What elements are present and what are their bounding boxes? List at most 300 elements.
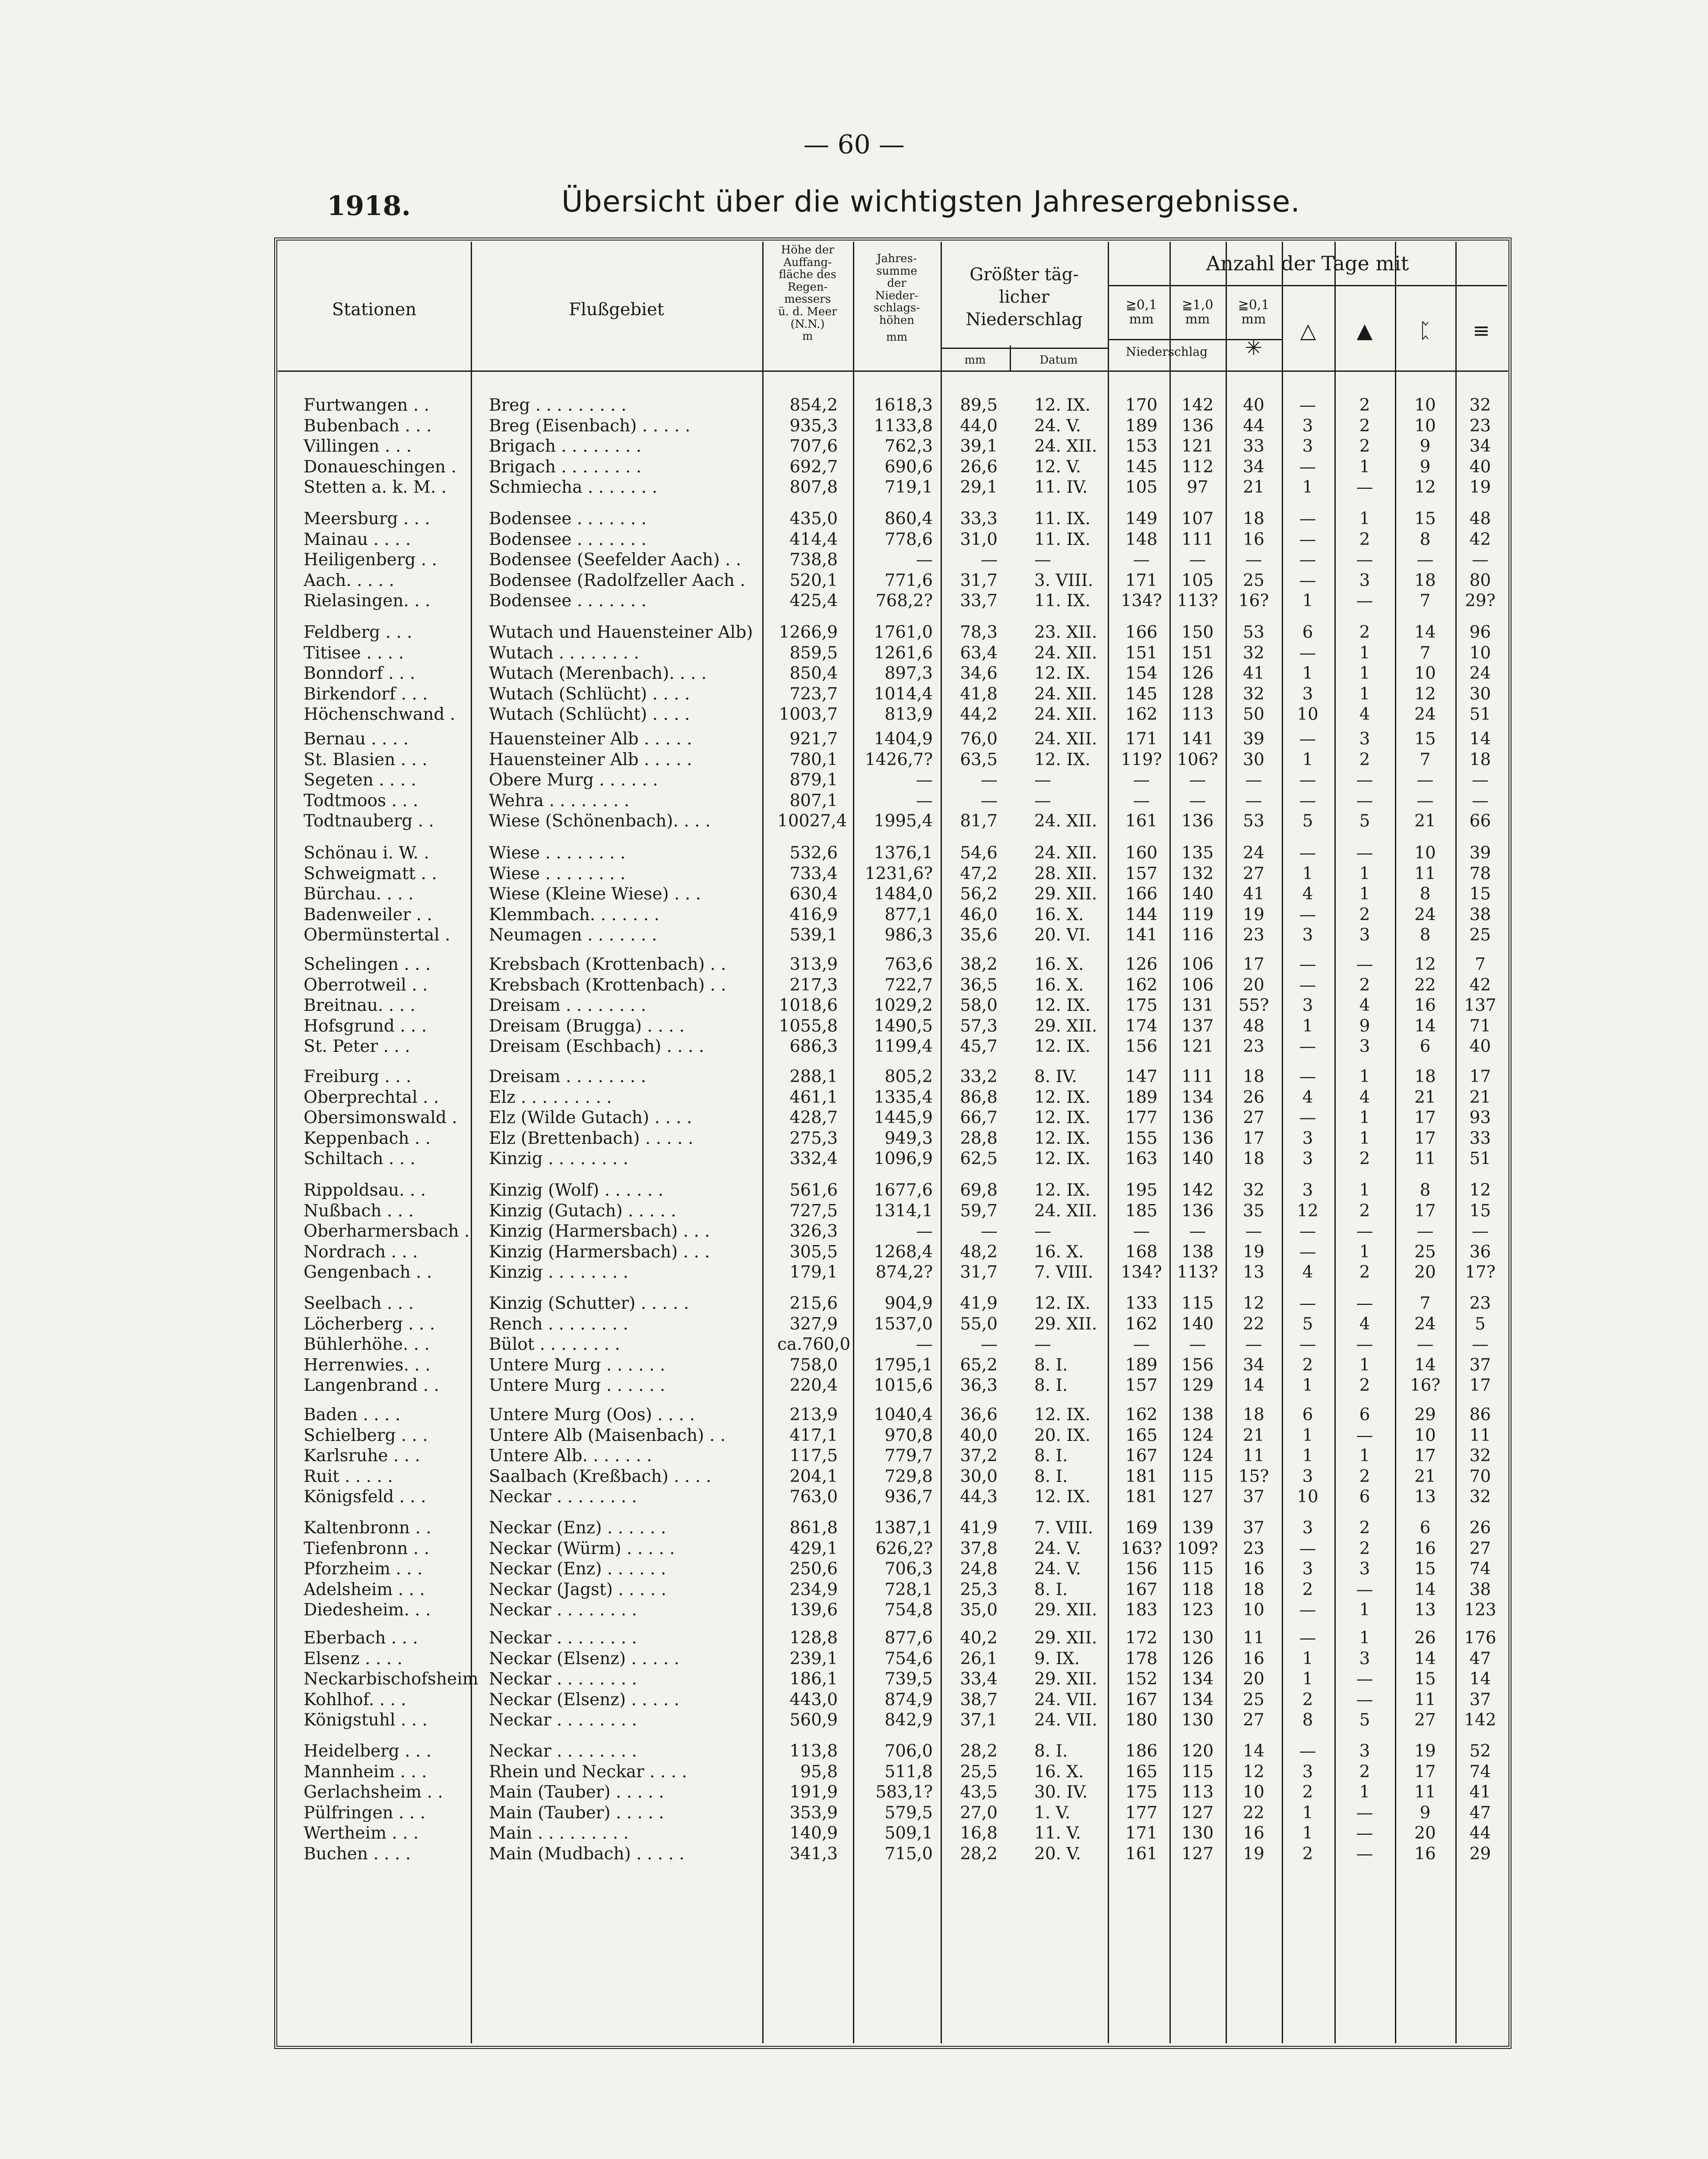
max-daily: 26,6 xyxy=(960,457,998,477)
river-basin: Wiese . . . . . . . . xyxy=(489,864,626,883)
days-graupel: 1 xyxy=(1359,509,1370,529)
max-daily: 33,2 xyxy=(960,1067,998,1086)
days-snow: 27 xyxy=(1243,1108,1264,1127)
max-date: 11. IX. xyxy=(1034,529,1090,549)
days-hail: — xyxy=(1299,457,1316,477)
river-basin: Wiese (Kleine Wiese) . . . xyxy=(489,884,701,904)
days-thunder: 8 xyxy=(1420,925,1431,945)
max-daily: 25,3 xyxy=(960,1580,998,1599)
days-fog: 48 xyxy=(1469,509,1491,529)
days-ge01: — xyxy=(1133,770,1150,790)
days-fog: 23 xyxy=(1469,416,1491,436)
days-ge01: 141 xyxy=(1125,925,1158,945)
river-basin: Untere Alb (Maisenbach) . . xyxy=(489,1425,726,1445)
days-graupel: 1 xyxy=(1359,664,1370,683)
annual-sum: 1484,0 xyxy=(874,884,933,904)
days-snow: 17 xyxy=(1243,1128,1264,1148)
annual-sum: 970,8 xyxy=(884,1425,933,1445)
station-name: Diedesheim. . . xyxy=(304,1600,431,1620)
days-ge01: 148 xyxy=(1125,529,1158,549)
days-ge10: 126 xyxy=(1181,664,1214,683)
altitude: 10027,4 xyxy=(777,811,847,831)
table-row xyxy=(0,395,1708,416)
days-fog: 15 xyxy=(1469,884,1491,904)
altitude: 1003,7 xyxy=(779,705,838,724)
annual-sum: 778,6 xyxy=(884,529,933,549)
days-ge10: 113 xyxy=(1181,705,1214,724)
days-snow: — xyxy=(1245,550,1262,570)
max-date: 8. IV. xyxy=(1034,1067,1077,1086)
days-ge10: — xyxy=(1189,770,1206,790)
altitude: 191,9 xyxy=(789,1782,838,1802)
days-ge10: 134 xyxy=(1181,1690,1214,1709)
max-date: 12. IX. xyxy=(1034,1487,1090,1507)
days-snow: 12 xyxy=(1243,1762,1264,1782)
days-thunder: 17 xyxy=(1414,1108,1436,1127)
max-date: 29. XII. xyxy=(1034,1628,1097,1648)
station-name: Gerlachsheim . . xyxy=(304,1782,443,1802)
days-fog: 39 xyxy=(1469,843,1491,863)
days-thunder: 8 xyxy=(1420,884,1431,904)
days-fog: 74 xyxy=(1469,1559,1491,1579)
days-thunder: 12 xyxy=(1414,684,1436,704)
days-ge10: 113? xyxy=(1177,1263,1218,1282)
max-daily: 38,2 xyxy=(960,955,998,974)
altitude: 425,4 xyxy=(789,591,838,611)
altitude: 758,0 xyxy=(789,1355,838,1375)
table-row xyxy=(0,770,1708,791)
days-hail: 1 xyxy=(1302,864,1313,883)
days-ge10: 139 xyxy=(1181,1518,1214,1538)
days-ge10: 119 xyxy=(1181,905,1214,924)
days-snow: 35 xyxy=(1243,1201,1264,1221)
river-basin: Dreisam . . . . . . . . xyxy=(489,1067,646,1086)
river-basin: Neckar . . . . . . . . xyxy=(489,1600,637,1620)
max-daily: 36,6 xyxy=(960,1405,998,1425)
max-date: 29. XII. xyxy=(1034,1016,1097,1036)
max-daily: 30,0 xyxy=(960,1466,998,1486)
station-name: Rippoldsau. . . xyxy=(304,1181,426,1200)
fog-icon: ≡ xyxy=(1472,319,1490,343)
page-title: Übersicht über die wichtigsten Jahresergebnisse. xyxy=(561,185,1300,219)
altitude: 1266,9 xyxy=(779,623,838,642)
max-date: 24. XII. xyxy=(1034,843,1097,863)
max-daily: 31,7 xyxy=(960,570,998,590)
table-row xyxy=(0,729,1708,750)
graupel-icon: ▲ xyxy=(1356,319,1373,343)
river-basin: Kinzig . . . . . . . . xyxy=(489,1263,629,1282)
days-ge01: 180 xyxy=(1125,1710,1158,1730)
altitude: 113,8 xyxy=(789,1741,838,1761)
annual-sum: 1133,8 xyxy=(874,416,933,436)
days-snow: 14 xyxy=(1243,1741,1264,1761)
days-snow: 41 xyxy=(1243,664,1264,683)
days-thunder: 9 xyxy=(1420,1803,1431,1823)
max-date: 24. XII. xyxy=(1034,811,1097,831)
days-snow: 25 xyxy=(1243,1690,1264,1709)
days-fog: 29? xyxy=(1465,591,1496,611)
max-date: 23. XII. xyxy=(1034,623,1097,642)
days-graupel: — xyxy=(1356,1690,1373,1709)
max-daily: 36,5 xyxy=(960,975,998,995)
altitude: 707,6 xyxy=(789,437,838,456)
station-name: Schweigmatt . . xyxy=(304,864,437,883)
days-ge01: 126 xyxy=(1125,955,1158,974)
days-fog: 47 xyxy=(1469,1649,1491,1668)
station-name: Oberharmersbach . xyxy=(304,1222,470,1241)
table-row xyxy=(0,1262,1708,1283)
days-hail: — xyxy=(1299,1539,1316,1558)
annual-sum: 813,9 xyxy=(884,705,933,724)
station-name: Wertheim . . . xyxy=(304,1823,419,1843)
max-daily: 43,5 xyxy=(960,1782,998,1802)
altitude: 414,4 xyxy=(789,529,838,549)
max-daily: 35,0 xyxy=(960,1600,998,1620)
days-ge01: 145 xyxy=(1125,684,1158,704)
days-hail: — xyxy=(1299,1628,1316,1648)
days-ge01: 162 xyxy=(1125,705,1158,724)
altitude: 921,7 xyxy=(789,729,838,749)
days-hail: 3 xyxy=(1302,996,1313,1015)
days-ge01: 170 xyxy=(1125,396,1158,415)
days-graupel: 3 xyxy=(1359,1559,1370,1579)
days-snow: 24 xyxy=(1243,843,1264,863)
days-fog: 137 xyxy=(1464,996,1496,1015)
days-graupel: 1 xyxy=(1359,864,1370,883)
days-thunder: 17 xyxy=(1414,1762,1436,1782)
days-snow: 13 xyxy=(1243,1263,1264,1282)
altitude: 353,9 xyxy=(789,1803,838,1823)
annual-sum: 509,1 xyxy=(884,1823,933,1843)
station-name: Schelingen . . . xyxy=(304,955,431,974)
max-date: 8. I. xyxy=(1034,1376,1068,1395)
days-graupel: 6 xyxy=(1359,1487,1370,1507)
days-ge10: — xyxy=(1189,1335,1206,1354)
max-date: 8. I. xyxy=(1034,1446,1068,1466)
days-snow: 19 xyxy=(1243,905,1264,924)
max-daily: 56,2 xyxy=(960,884,998,904)
days-hail: — xyxy=(1299,1067,1316,1086)
altitude: 239,1 xyxy=(789,1649,838,1668)
annual-sum: 626,2? xyxy=(875,1539,933,1558)
max-daily: 35,6 xyxy=(960,925,998,945)
max-daily: 28,2 xyxy=(960,1741,998,1761)
max-date: — xyxy=(1034,550,1051,570)
annual-sum: 768,2? xyxy=(875,591,933,611)
max-date: 30. IV. xyxy=(1034,1782,1088,1802)
days-fog: 38 xyxy=(1469,1580,1491,1599)
station-name: Bernau . . . . xyxy=(304,729,409,749)
days-fog: 18 xyxy=(1469,750,1491,769)
annual-sum: 1015,6 xyxy=(874,1376,933,1395)
days-graupel: 2 xyxy=(1359,1263,1370,1282)
station-name: Segeten . . . . xyxy=(304,770,416,790)
annual-sum: — xyxy=(916,1335,933,1354)
table-row xyxy=(0,1803,1708,1823)
altitude: 215,6 xyxy=(789,1294,838,1313)
max-daily: 63,4 xyxy=(960,643,998,663)
days-ge01: 162 xyxy=(1125,975,1158,995)
days-hail: 1 xyxy=(1302,1425,1313,1445)
station-name: Schielberg . . . xyxy=(304,1425,428,1445)
days-ge10: — xyxy=(1189,550,1206,570)
days-fog: 29 xyxy=(1469,1844,1491,1864)
days-ge01: 161 xyxy=(1125,811,1158,831)
river-basin: Bodensee . . . . . . . xyxy=(489,509,647,529)
table-row xyxy=(0,1823,1708,1844)
days-thunder: 17 xyxy=(1414,1446,1436,1466)
max-date: 12. IX. xyxy=(1034,1294,1090,1313)
days-ge01: 166 xyxy=(1125,623,1158,642)
days-snow: 19 xyxy=(1243,1844,1264,1864)
max-daily: 41,8 xyxy=(960,684,998,704)
days-fog: 11 xyxy=(1469,1425,1491,1445)
max-daily: 78,3 xyxy=(960,623,998,642)
days-snow: 48 xyxy=(1243,1016,1264,1036)
river-basin: Brigach . . . . . . . . xyxy=(489,457,642,477)
header-ge10: ≧1,0 mm xyxy=(1182,298,1214,327)
days-ge10: 134 xyxy=(1181,1669,1214,1689)
header-stationen: Stationen xyxy=(332,300,417,320)
days-ge01: 147 xyxy=(1125,1067,1158,1086)
max-date: 24. XII. xyxy=(1034,705,1097,724)
days-hail: — xyxy=(1299,550,1316,570)
days-ge01: 145 xyxy=(1125,457,1158,477)
days-ge10: 130 xyxy=(1181,1628,1214,1648)
days-hail: 3 xyxy=(1302,1762,1313,1782)
table-row xyxy=(0,622,1708,643)
max-daily: 63,5 xyxy=(960,750,998,769)
days-ge10: 150 xyxy=(1181,623,1214,642)
days-fog: 42 xyxy=(1469,975,1491,995)
days-hail: 3 xyxy=(1302,1181,1313,1200)
days-ge10: 134 xyxy=(1181,1087,1214,1107)
altitude: 95,8 xyxy=(800,1762,838,1782)
river-basin: Bodensee . . . . . . . xyxy=(489,529,647,549)
max-daily: 33,7 xyxy=(960,591,998,611)
days-ge01: 162 xyxy=(1125,1314,1158,1334)
station-name: Furtwangen . . xyxy=(304,396,429,415)
max-daily: 25,5 xyxy=(960,1762,998,1782)
station-name: Pforzheim . . . xyxy=(304,1559,423,1579)
altitude: 763,0 xyxy=(789,1487,838,1507)
annual-sum: 936,7 xyxy=(884,1487,933,1507)
max-daily: 89,5 xyxy=(960,396,998,415)
days-fog: 37 xyxy=(1469,1355,1491,1375)
days-ge10: 115 xyxy=(1181,1762,1214,1782)
days-hail: 1 xyxy=(1302,1016,1313,1036)
days-thunder: 16 xyxy=(1414,1539,1436,1558)
days-thunder: 24 xyxy=(1414,1314,1436,1334)
station-name: Titisee . . . . xyxy=(304,643,404,663)
days-thunder: 9 xyxy=(1420,437,1431,456)
days-hail: 3 xyxy=(1302,1149,1313,1168)
max-daily: 69,8 xyxy=(960,1181,998,1200)
days-fog: 24 xyxy=(1469,664,1491,683)
days-fog: 19 xyxy=(1469,478,1491,497)
altitude: 204,1 xyxy=(789,1466,838,1486)
days-graupel: 1 xyxy=(1359,1782,1370,1802)
days-thunder: 21 xyxy=(1414,1466,1436,1486)
table-row xyxy=(0,1669,1708,1690)
days-hail: — xyxy=(1299,509,1316,529)
days-snow: 34 xyxy=(1243,1355,1264,1375)
days-graupel: — xyxy=(1356,955,1373,974)
altitude: 520,1 xyxy=(789,570,838,590)
days-graupel: — xyxy=(1356,1425,1373,1445)
max-date: — xyxy=(1034,770,1051,790)
river-basin: Neckar . . . . . . . . xyxy=(489,1669,637,1689)
station-name: Bühlerhöhe. . . xyxy=(304,1335,430,1354)
altitude: 341,3 xyxy=(789,1844,838,1864)
days-hail: 1 xyxy=(1302,1823,1313,1843)
altitude: 738,8 xyxy=(789,550,838,570)
river-basin: Saalbach (Kreßbach) . . . . xyxy=(489,1466,711,1486)
days-hail: 10 xyxy=(1297,1487,1318,1507)
days-hail: 2 xyxy=(1302,1690,1313,1709)
river-basin: Rench . . . . . . . . xyxy=(489,1314,628,1334)
days-ge01: 167 xyxy=(1125,1446,1158,1466)
days-ge10: 135 xyxy=(1181,843,1214,863)
max-daily: 57,3 xyxy=(960,1016,998,1036)
altitude: 234,9 xyxy=(789,1580,838,1599)
table-row xyxy=(0,1466,1708,1487)
annual-sum: 874,2? xyxy=(875,1263,933,1282)
altitude: 532,6 xyxy=(789,843,838,863)
altitude: 429,1 xyxy=(789,1539,838,1558)
days-snow: 30 xyxy=(1243,750,1264,769)
days-hail: 3 xyxy=(1302,1128,1313,1148)
altitude: 854,2 xyxy=(789,396,838,415)
days-snow: — xyxy=(1245,791,1262,810)
days-graupel: 3 xyxy=(1359,1741,1370,1761)
days-graupel: 2 xyxy=(1359,623,1370,642)
annual-sum: — xyxy=(916,770,933,790)
days-fog: 36 xyxy=(1469,1242,1491,1262)
max-date: 12. IX. xyxy=(1034,1181,1090,1200)
max-date: 8. I. xyxy=(1034,1580,1068,1599)
station-name: Tiefenbronn . . xyxy=(304,1539,430,1558)
table-row xyxy=(0,436,1708,457)
days-hail: 6 xyxy=(1302,623,1313,642)
days-hail: 1 xyxy=(1302,591,1313,611)
max-date: 12. IX. xyxy=(1034,664,1090,683)
days-ge10: 123 xyxy=(1181,1600,1214,1620)
days-hail: 5 xyxy=(1302,1314,1313,1334)
days-ge01: 185 xyxy=(1125,1201,1158,1221)
days-ge10: 136 xyxy=(1181,1128,1214,1148)
river-basin: Breg . . . . . . . . . xyxy=(489,396,627,415)
max-daily: 41,9 xyxy=(960,1294,998,1313)
days-thunder: 8 xyxy=(1420,1181,1431,1200)
days-ge10: 116 xyxy=(1181,925,1214,945)
max-date: 1. V. xyxy=(1034,1803,1071,1823)
days-thunder: 20 xyxy=(1414,1263,1436,1282)
river-basin: Neckar . . . . . . . . xyxy=(489,1741,637,1761)
days-fog: 41 xyxy=(1469,1782,1491,1802)
table-row xyxy=(0,1149,1708,1169)
days-graupel: 2 xyxy=(1359,750,1370,769)
days-ge10: 115 xyxy=(1181,1466,1214,1486)
station-name: Badenweiler . . xyxy=(304,905,432,924)
annual-sum: 877,6 xyxy=(884,1628,933,1648)
hail-icon: △ xyxy=(1300,319,1316,343)
river-basin: Untere Alb. . . . . . . xyxy=(489,1446,652,1466)
days-hail: — xyxy=(1299,770,1316,790)
annual-sum: 1537,0 xyxy=(874,1314,933,1334)
days-fog: 30 xyxy=(1469,684,1491,704)
river-basin: Elz (Brettenbach) . . . . . xyxy=(489,1128,694,1148)
max-date: 24. VII. xyxy=(1034,1690,1097,1709)
altitude: 332,4 xyxy=(789,1149,838,1168)
station-name: Heidelberg . . . xyxy=(304,1741,432,1761)
station-name: Ruit . . . . . xyxy=(304,1466,393,1486)
days-thunder: 21 xyxy=(1414,1087,1436,1107)
max-daily: 29,1 xyxy=(960,478,998,497)
days-fog: 17? xyxy=(1465,1263,1496,1282)
station-name: Pülfringen . . . xyxy=(304,1803,426,1823)
table-row xyxy=(0,509,1708,529)
days-fog: 176 xyxy=(1464,1628,1496,1648)
table-row xyxy=(0,1446,1708,1466)
river-basin: Hauensteiner Alb . . . . . xyxy=(489,729,692,749)
days-ge10: 124 xyxy=(1181,1425,1214,1445)
max-date: 12. IX. xyxy=(1034,396,1090,415)
max-daily: 34,6 xyxy=(960,664,998,683)
days-fog: 142 xyxy=(1464,1710,1496,1730)
table-row xyxy=(0,843,1708,864)
days-graupel: 1 xyxy=(1359,1628,1370,1648)
days-graupel: 2 xyxy=(1359,1762,1370,1782)
days-fog: 17 xyxy=(1469,1376,1491,1395)
days-snow: 18 xyxy=(1243,1405,1264,1425)
days-ge01: 167 xyxy=(1125,1690,1158,1709)
annual-sum: 1445,9 xyxy=(874,1108,933,1127)
table-row xyxy=(0,1221,1708,1242)
days-thunder: 12 xyxy=(1414,955,1436,974)
days-hail: — xyxy=(1299,843,1316,863)
days-snow: 18 xyxy=(1243,1149,1264,1168)
table-row xyxy=(0,550,1708,570)
days-snow: 32 xyxy=(1243,684,1264,704)
days-ge10: 115 xyxy=(1181,1559,1214,1579)
altitude: 1018,6 xyxy=(779,996,838,1015)
days-ge01: 144 xyxy=(1125,905,1158,924)
header-anzahl: Anzahl der Tage mit xyxy=(1206,252,1409,275)
annual-sum: 1014,4 xyxy=(874,684,933,704)
max-daily: 62,5 xyxy=(960,1149,998,1168)
altitude: 140,9 xyxy=(789,1823,838,1843)
days-graupel: 4 xyxy=(1359,996,1370,1015)
table-row xyxy=(0,643,1708,664)
days-thunder: 16 xyxy=(1414,1844,1436,1864)
river-basin: Elz (Wilde Gutach) . . . . xyxy=(489,1108,692,1127)
days-thunder: 15 xyxy=(1414,509,1436,529)
days-thunder: 15 xyxy=(1414,1669,1436,1689)
days-graupel: 3 xyxy=(1359,729,1370,749)
days-ge01: — xyxy=(1133,1335,1150,1354)
days-ge01: 171 xyxy=(1125,570,1158,590)
max-daily: 40,0 xyxy=(960,1425,998,1445)
table-row xyxy=(0,1649,1708,1669)
river-basin: Schmiecha . . . . . . . xyxy=(489,478,657,497)
days-snow: 11 xyxy=(1243,1446,1264,1466)
max-date: 20. VI. xyxy=(1034,925,1091,945)
days-thunder: — xyxy=(1416,770,1434,790)
header-groesster: Größter täg- licher Niederschlag xyxy=(966,265,1083,329)
table-row xyxy=(0,457,1708,478)
days-ge01: 156 xyxy=(1125,1037,1158,1056)
